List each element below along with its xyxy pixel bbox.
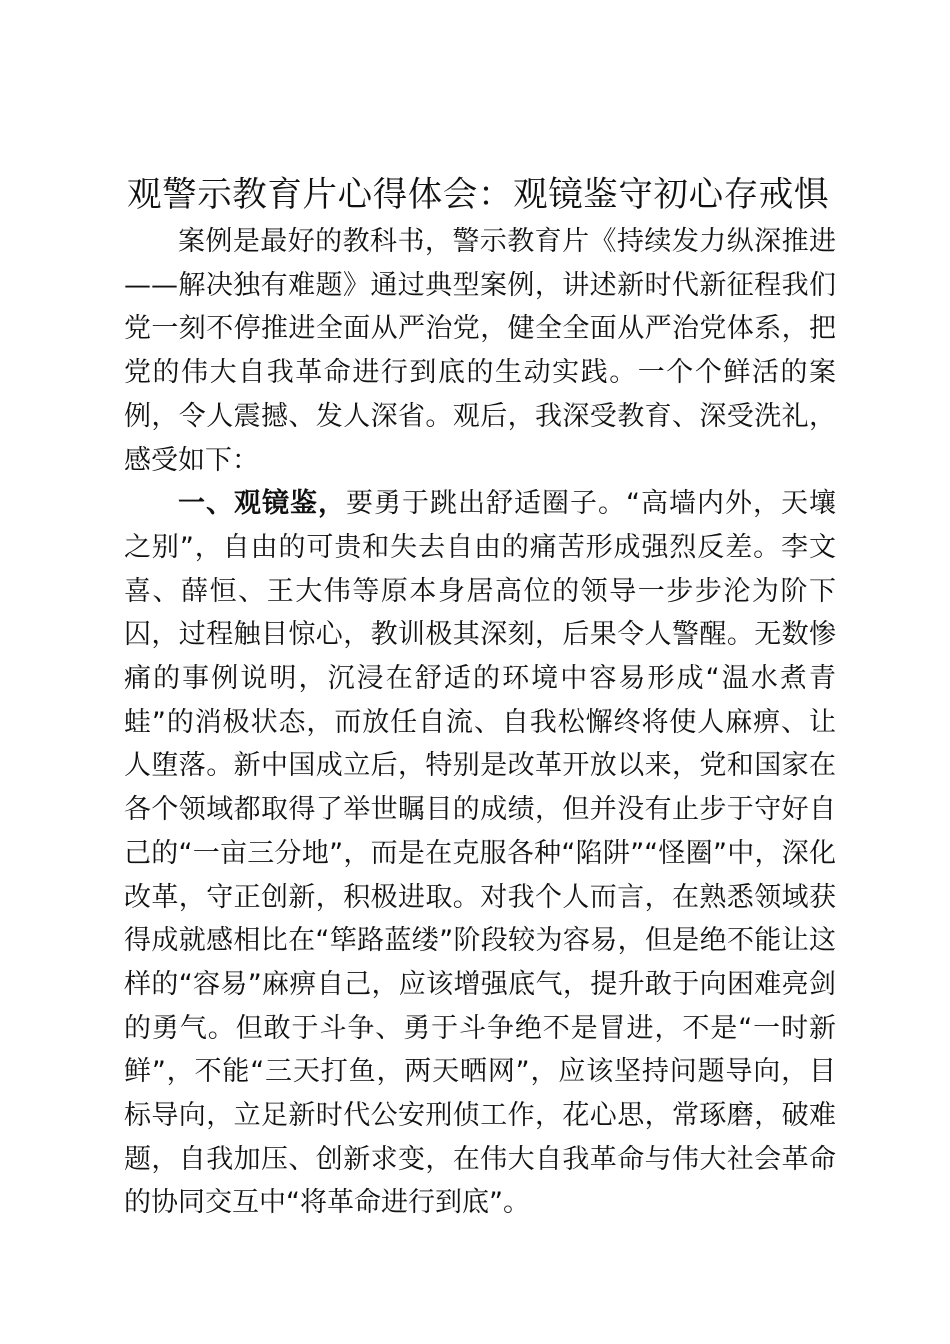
- document-title: 观警示教育片心得体会：观镜鉴守初心存戒惧: [127, 175, 829, 215]
- document-body: [124, 220, 836, 1225]
- intro-paragraph-text: 案例是最好的教科书，警示教育片《持续发力纵深推进——解决独有难题》通过典型案例，讲述新时代新征程我们党一刻不停推进全面从严治党，健全全面从严治党体系，把党的伟大自我革命进行到底的生动实践。一个个鲜活的案例，令人震撼、发人深省。观后，我深受教育、深受洗礼，感受如下：: [124, 226, 836, 476]
- section-one-paragraph: [124, 482, 836, 1225]
- intro-paragraph: [124, 220, 836, 482]
- section-one-text: 要勇于跳出舒适圈子。“高墙内外，天壤之别”，自由的可贵和失去自由的痛苦形成强烈反差。李文喜、薛恒、王大伟等原本身居高位的领导一步步沦为阶下囚，过程触目惊心，教训极其深刻，后果令人警醒。无数惨痛的事例说明，沉浸在舒适的环境中容易形成“温水煮青蛙”的消极状态，而放任自流、自我松懈终将使人麻痹、让人堕落。新中国成立后，特别是改革开放以来，党和国家在各个领域都取得了举世瞩目的成绩，但并没有止步于守好自己的“一亩三分地”，而是在克服各种“陷阱”“怪圈”中，深化改革，守正创新，积极进取。对我个人而言，在熟悉领域获得成就感相比在“筚路蓝缕”阶段较为容易，但是绝不能让这样的“容易”麻痹自己，应该增强底气，提升敢于向困难亮剑的勇气。但敢于斗争、勇于斗争绝不是冒进，不是“一时新鲜”，不能“三天打鱼，两天晒网”，应该坚持问题导向，目标导向，立足新时代公安刑侦工作，花心思，常琢磨，破难题，自我加压、创新求变，在伟大自我革命与伟大社会革命的协同交互中“将革命进行到底”。: [124, 488, 836, 1219]
- section-one-heading: 一、观镜鉴，: [178, 488, 346, 520]
